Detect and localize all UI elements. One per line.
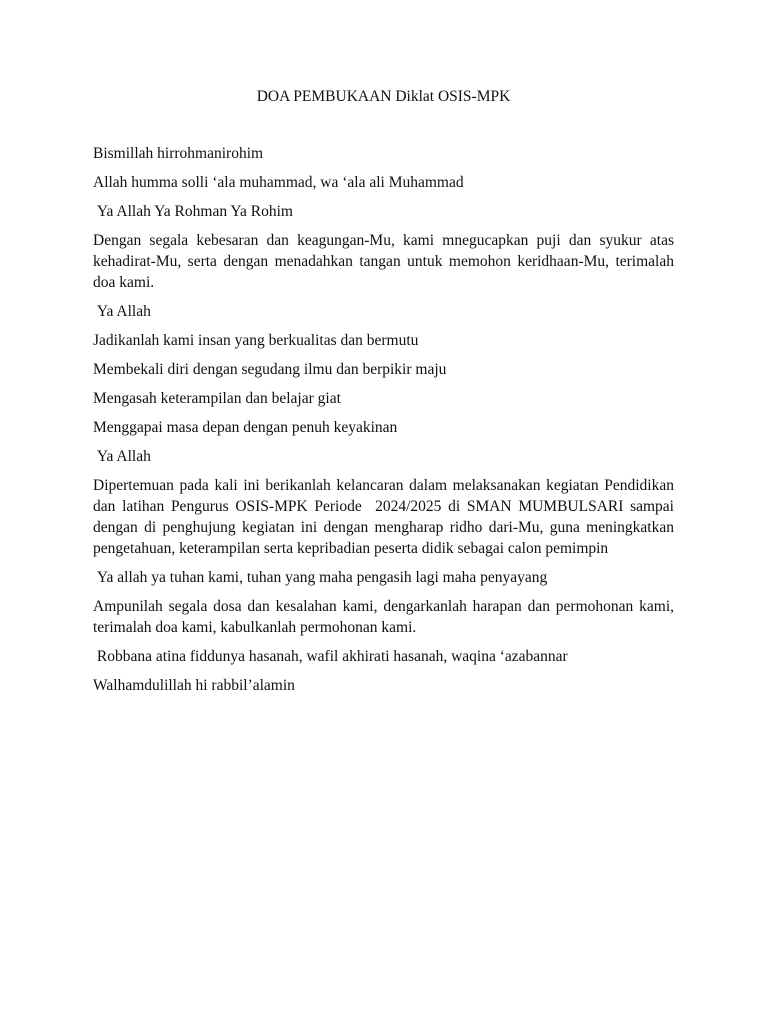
paragraph-request-3: Mengasah keterampilan dan belajar giat xyxy=(93,390,341,407)
paragraph-request-1: Jadikanlah kami insan yang berkualitas dan bermutu xyxy=(93,332,419,349)
paragraph-ya-allah-3: Ya allah ya tuhan kami, tuhan yang maha pengasih lagi maha penyayang xyxy=(93,569,548,586)
paragraph-basmalah: Bismillah hirrohmanirohim xyxy=(93,145,264,162)
paragraph-request-4: Menggapai masa depan dengan penuh keyakinan xyxy=(93,419,398,436)
document-title: DOA PEMBUKAAN Diklat OSIS-MPK xyxy=(256,88,511,105)
paragraph-ya-allah-1: Ya Allah xyxy=(93,303,151,320)
paragraph-event: Dipertemuan pada kali ini berikanlah kelancaran dalam melaksanakan kegiatan Pendidikan dan latihan Pengurus OSIS-MPK Periode 2024/2025 di SMAN MUMBULSARI sampai dengan di penghujung kegiatan ini dengan mengharap ridho dari-Mu, guna meningkatkan pengetahuan, keterampilan serta kepribadian peserta didik sebagai calon pemimpin xyxy=(93,477,678,557)
paragraph-forgiveness: Ampunilah segala dosa dan kesalahan kami, dengarkanlah harapan dan permohonan kami, terimalah doa kami, kabulkanlah permohonan kami. xyxy=(93,598,674,636)
paragraph-salawat: Allah humma solli ‘ala muhammad, wa ‘ala ali Muhammad xyxy=(93,174,464,191)
document-body xyxy=(93,86,678,704)
paragraph-invocation: Ya Allah Ya Rohman Ya Rohim xyxy=(93,203,293,220)
paragraph-praise: Dengan segala kebesaran dan keagungan-Mu, kami mnegucapkan puji dan syukur atas kehadirat-Mu, serta dengan menadahkan tangan untuk memohon keridhaan-Mu, terimalah doa kami. xyxy=(93,232,674,291)
paragraph-ya-allah-2: Ya Allah xyxy=(93,448,151,465)
paragraph-robbana: Robbana atina fiddunya hasanah, wafil akhirati hasanah, waqina ‘azabannar xyxy=(93,648,568,665)
paragraph-closing: Walhamdulillah hi rabbil’alamin xyxy=(93,677,295,694)
paragraph-request-2: Membekali diri dengan segudang ilmu dan berpikir maju xyxy=(93,361,447,378)
